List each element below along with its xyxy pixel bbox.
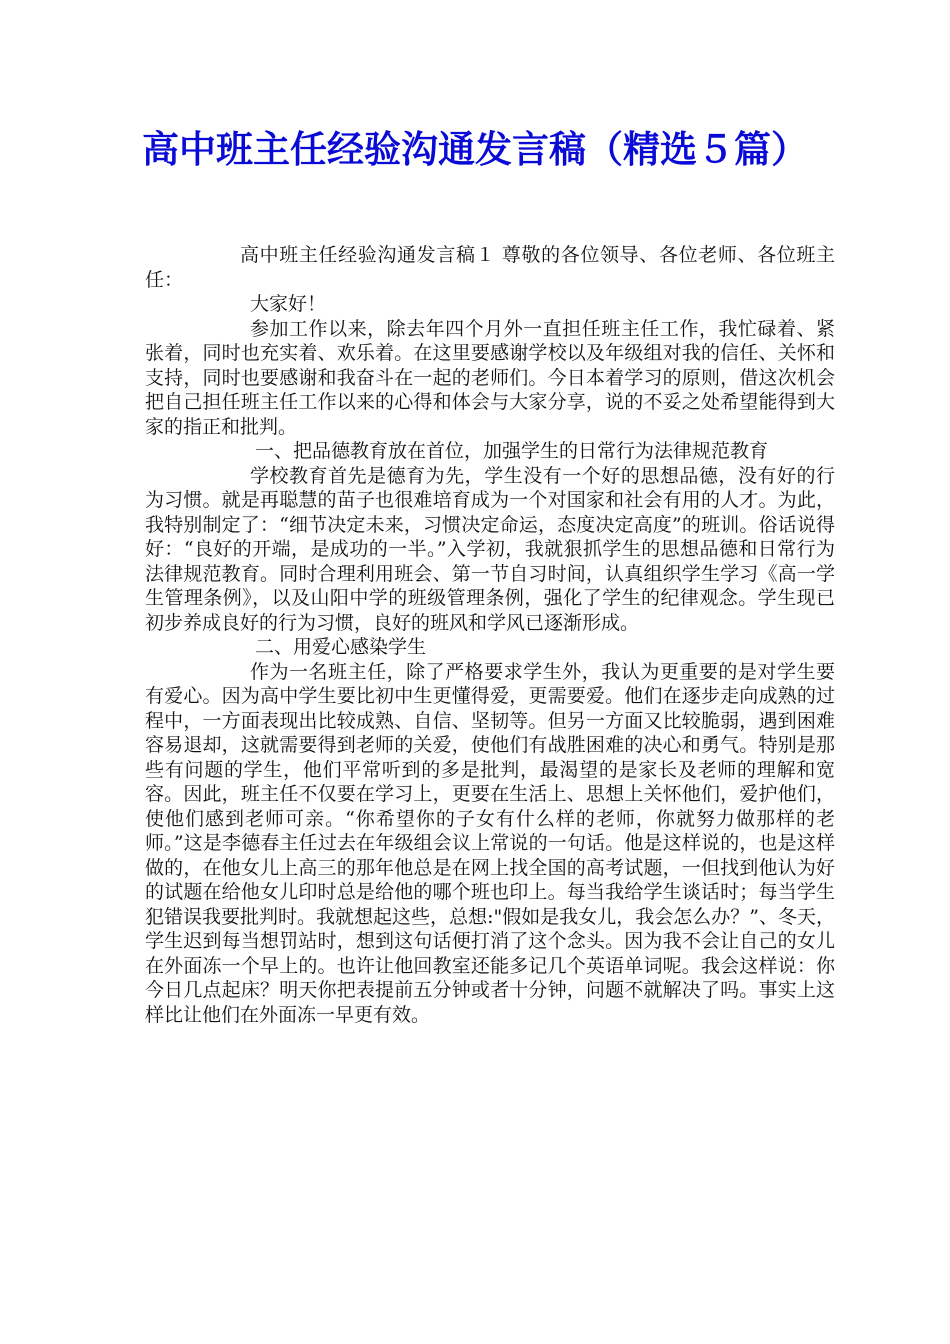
section-heading-1: 一、把品德教育放在首位，加强学生的日常行为法律规范教育 (255, 440, 769, 462)
opening-paragraph: 高中班主任经验沟通发言稿１ 尊敬的各位领导、各位老师、各位班主任： (145, 244, 835, 291)
document-title: 高中班主任经验沟通发言稿（精选５篇） (142, 127, 808, 171)
section-1-paragraph: 学校教育首先是德育为先，学生没有一个好的思想品德，没有好的行为习惯。就是再聪慧的苗子也很难培育成为一个对国家和社会有用的人才。为此，我特别制定了：“细节决定未来，习惯决定命运，态度决定高度”的班训。俗话说得好：“良好的开端，是成功的一半。”入学初，我就狠抓学生的思想品德和日常行为法律规范教育。同时合理利用班会、第一节自习时间，认真组织学生学习《高一学生管理条例》，以及山阳中学的班级管理条例，强化了学生的纪律观念。学生现已初步养成良好的行为习惯，良好的班风和学风已逐渐形成。 (145, 464, 835, 634)
greeting-paragraph: 大家好！ (250, 293, 327, 315)
document-body (145, 243, 835, 1027)
intro-paragraph: 参加工作以来，除去年四个月外一直担任班主任工作，我忙碌着、紧张着，同时也充实着、欢乐着。在这里要感谢学校以及年级组对我的信任、关怀和支持，同时也要感谢和我奋斗在一起的老师们。今日本着学习的原则，借这次机会把自己担任班主任工作以来的心得和体会与大家分享，说的不妥之处希望能得到大家的指正和批判。 (145, 317, 835, 438)
section-heading-2: 二、用爱心感染学生 (255, 636, 427, 658)
section-2-paragraph: 作为一名班主任，除了严格要求学生外，我认为更重要的是对学生要有爱心。因为高中学生要比初中生更懂得爱，更需要爱。他们在逐步走向成熟的过程中，一方面表现出比较成熟、自信、坚韧等。但另一方面又比较脆弱，遇到困难容易退却，这就需要得到老师的关爱，使他们有战胜困难的决心和勇气。特别是那些有问题的学生，他们平常听到的多是批判，最渴望的是家长及老师的理解和宽容。因此，班主任不仅要在学习上，更要在生活上、思想上关怀他们，爱护他们，使他们感到老师可亲。“你希望你的子女有什么样的老师，你就努力做那样的老师。”这是李德春主任过去在年级组会议上常说的一句话。他是这样说的，也是这样做的，在他女儿上高三的那年他总是在网上找全国的高考试题，一但找到他认为好的试题在给他女儿印时总是给他的哪个班也印上。每当我给学生谈话时；每当学生犯错误我要批判时。我就想起这些，总想:"假如是我女儿，我会怎么办？”、冬天，学生迟到每当想罚站时，想到这句话便打消了这个念头。因为我不会让自己的女儿在外面冻一个早上的。也许让他回教室还能多记几个英语单词呢。我会这样说：你今日几点起床？明天你把表提前五分钟或者十分钟，问题不就解决了吗。事实上这样比让他们在外面冻一早更有效。 (145, 660, 835, 1026)
